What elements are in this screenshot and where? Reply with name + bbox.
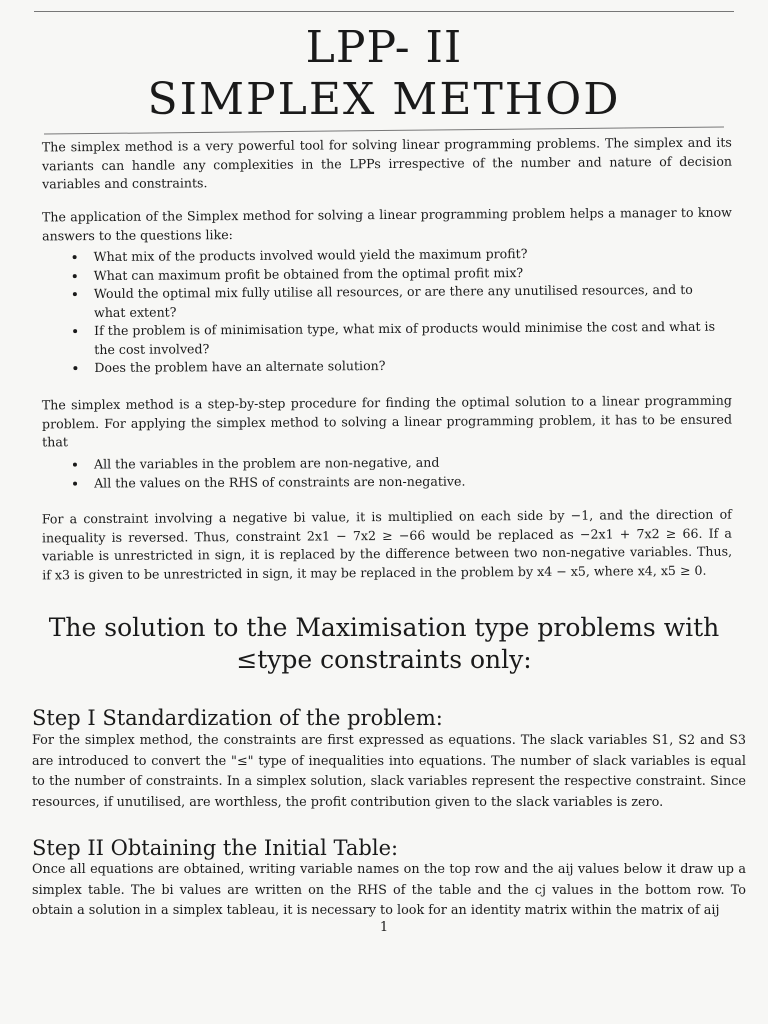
top-rule — [34, 11, 734, 12]
procedure-paragraph: The simplex method is a step-by-step procedure for finding the optimal solution to a linear programming problem. For applying the simplex method to solving a linear programming problem, it has to be ensured that — [41, 392, 733, 450]
list-item: • All the values on the RHS of constraints are non-negative. — [88, 471, 728, 493]
application-paragraph: The application of the Simplex method for solving a linear programming problem helps a manager to know answers to the questions like: — [41, 204, 732, 243]
list-item: • What mix of the products involved would yield the maximum profit? — [88, 244, 728, 267]
step2-heading: Step II Obtaining the Initial Table: — [32, 836, 399, 860]
constraint-paragraph: For a constraint involving a negative bi value, it is multiplied on each side by −1, and the direction of inequality is reversed. Thus, constraint 2x1 − 7x2 ≥ −66 would be replaced as −2x1 + 7x2 ≥ 66. If a variable is unrestricted in sign, it is replaced by the difference between two non-negative variables. Thus, if x3 is given to be unrestricted in sign, it may be replaced in the problem by x4 − x5, where x4, x5 ≥ 0. — [41, 506, 733, 582]
questions-list — [42, 244, 729, 378]
list-item: • If the problem is of minimisation type, what mix of products would minimise the cost and what is the cost involved? — [88, 318, 728, 359]
list-item: • All the variables in the problem are non-negative, and — [88, 452, 728, 474]
title-line-2: SIMPLEX METHOD — [147, 74, 621, 125]
page-number: 1 — [379, 920, 389, 935]
title-rule — [44, 126, 724, 134]
conditions-list — [42, 452, 728, 493]
step1-paragraph: For the simplex method, the constraints are first expressed as equations. The slack variables S1, S2 and S3 are introduced to convert the "≤" type of inequalities into equations. The number of slack variables is equal to the number of constraints. In a simplex solution, slack variables represent the respective constraint. Since resources, if unutilised, are worthless, the profit contribution given to the slack variables is zero. — [32, 733, 746, 810]
step2-paragraph: Once all equations are obtained, writing variable names on the top row and the aij values below it draw up a simplex table. The bi values are written on the RHS of the table and the cj values in the bottom row. To obtain a solution in a simplex tableau, it is necessary to look for an identity matrix within the matrix of aij — [32, 862, 746, 918]
section-heading-line-2: ≤type constraints only: — [236, 645, 532, 674]
section-heading — [0, 612, 768, 676]
list-item: • Would the optimal mix fully utilise all resources, or are there any unutilised resources, and to what extent? — [88, 281, 728, 322]
section-heading-line-1: The solution to the Maximisation type problems with — [48, 613, 720, 642]
title-line-1: LPP- II — [305, 22, 463, 73]
intro-paragraph: The simplex method is a very powerful tool for solving linear programming problems. The simplex and its variants can handle any complexities in the LPPs irrespective of the number and nature of decision variables and constraints. — [41, 134, 733, 192]
step1-heading: Step I Standardization of the problem: — [32, 706, 443, 730]
list-item: • Does the problem have an alternate solution? — [88, 355, 728, 378]
list-item: • What can maximum profit be obtained from the optimal profit mix? — [88, 262, 728, 285]
